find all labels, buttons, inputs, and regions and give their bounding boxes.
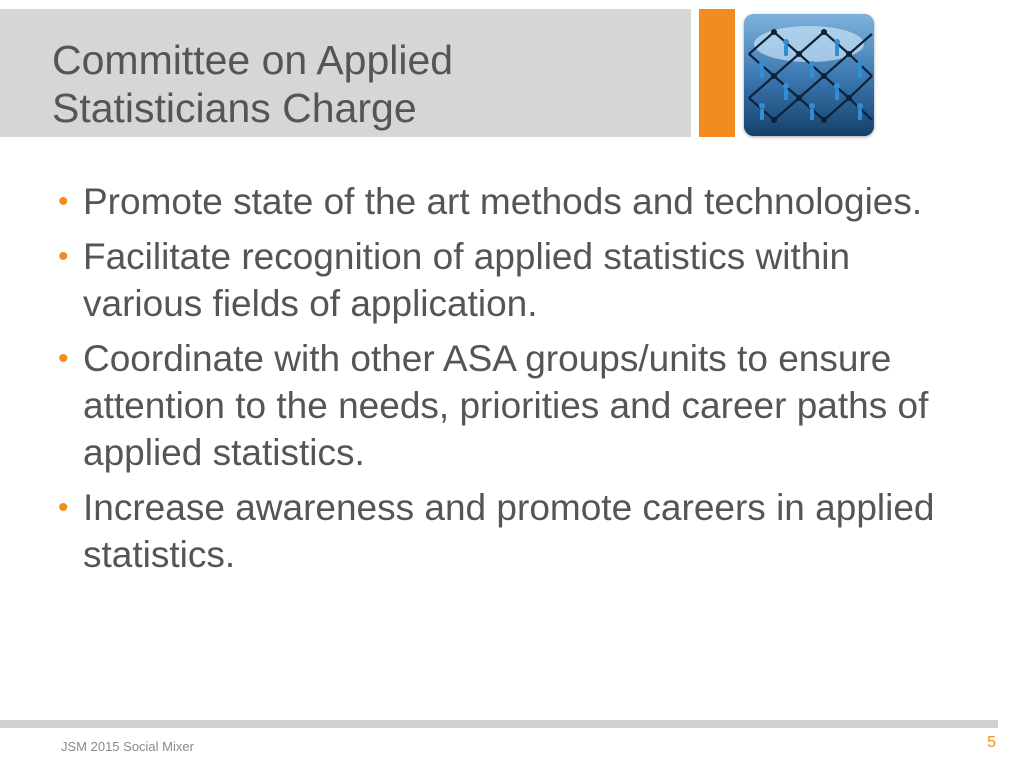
people-network-icon [744,14,874,136]
bullet-item [58,178,978,225]
title-bar [0,9,691,137]
bullet-marker: • [58,185,69,218]
accent-bar [699,9,735,137]
bullet-item [58,335,978,476]
bullet-item [58,233,978,327]
footer-text: JSM 2015 Social Mixer [61,739,194,754]
bullet-list [58,178,978,586]
page-number: 5 [987,734,996,751]
footer-divider [0,720,998,728]
bullet-marker: • [58,342,69,375]
network-illustration [744,14,874,136]
bullet-text: Facilitate recognition of applied statistics within various fields of application. [83,236,851,324]
bullet-text: Coordinate with other ASA groups/units to ensure attention to the needs, priorities and career paths of applied statistics. [83,338,929,473]
bullet-text: Increase awareness and promote careers in applied statistics. [83,487,935,575]
bullet-text: Promote state of the art methods and technologies. [83,181,923,222]
bullet-marker: • [58,491,69,524]
bullet-marker: • [58,240,69,273]
slide-title: Committee on Applied Statisticians Charge [52,37,454,131]
bullet-item [58,484,978,578]
